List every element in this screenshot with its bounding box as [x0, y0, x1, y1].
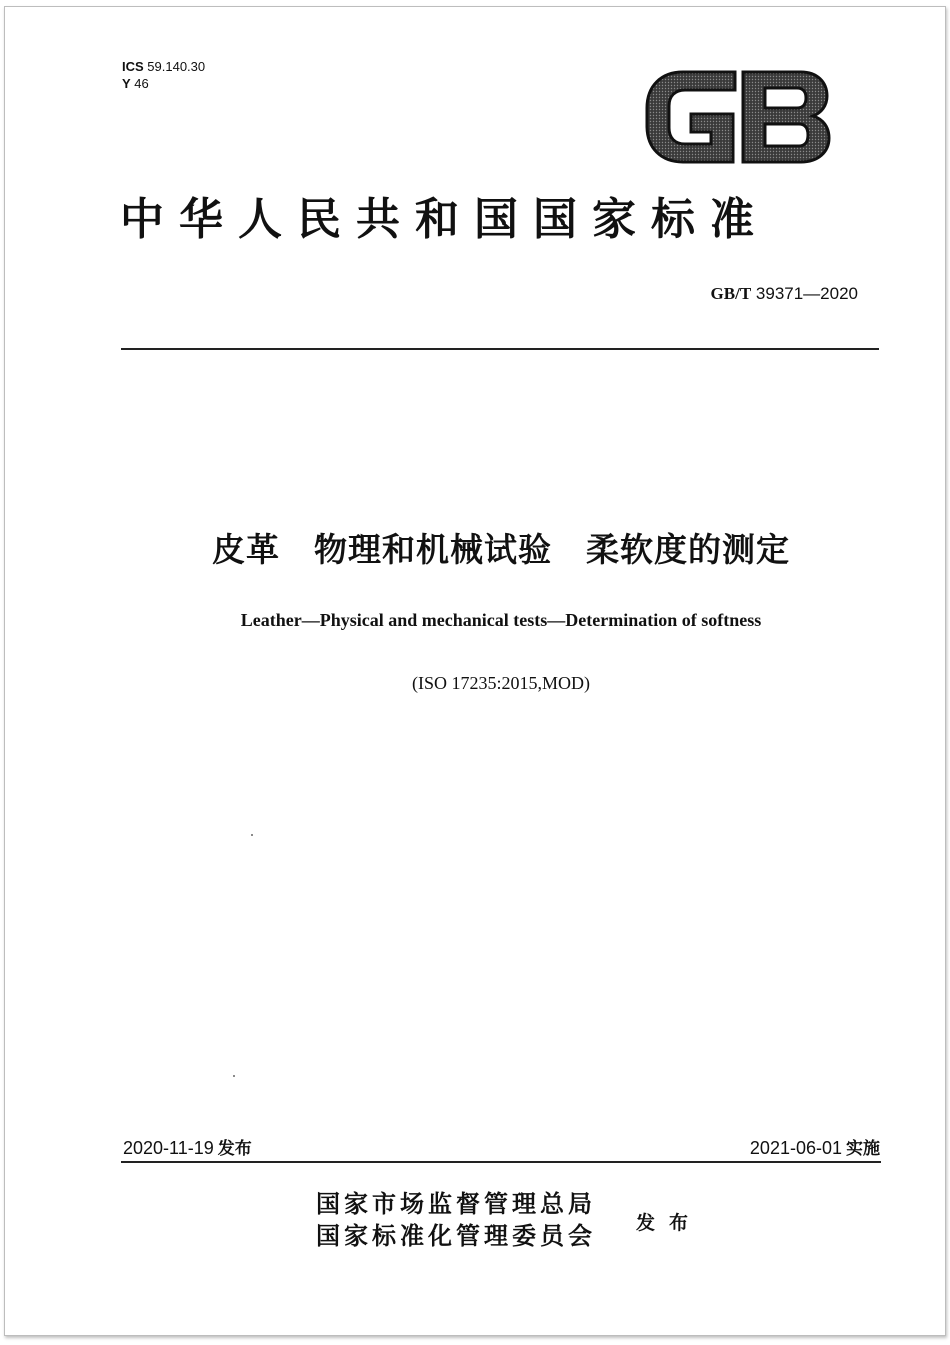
gb-logo — [643, 66, 833, 168]
standard-code: 39371—2020 — [755, 284, 858, 303]
implementation-date: 2021-06-01 — [749, 1138, 842, 1158]
standard-prefix: GB/T — [710, 284, 752, 303]
ics-line — [122, 58, 205, 75]
issuer-line-1: 国家市场监督管理总局 — [316, 1189, 596, 1218]
standard-number — [711, 284, 858, 304]
issue-label: 发布 — [217, 1139, 252, 1159]
national-standard-title: 中华人民共和国国家标准 — [120, 194, 769, 245]
scan-speck — [251, 834, 253, 836]
ccs-label: Y — [122, 76, 131, 91]
implementation-label: 实施 — [846, 1139, 880, 1159]
issue-date-block — [123, 1134, 252, 1159]
issuer-line-2: 国家标准化管理委员会 — [316, 1221, 596, 1250]
issuing-authorities — [316, 1188, 596, 1252]
footer-divider — [121, 1161, 881, 1163]
ccs-line — [122, 75, 205, 92]
gb-logo-b-shape — [743, 72, 829, 162]
iso-reference: (ISO 17235:2015,MOD) — [412, 673, 590, 693]
ics-label: ICS — [122, 59, 144, 74]
gb-logo-g-shape — [647, 72, 735, 162]
scan-speck — [233, 1075, 235, 1077]
ccs-code: 46 — [134, 76, 149, 91]
implementation-date-block — [750, 1134, 880, 1159]
publish-label: 发布 — [636, 1212, 703, 1234]
header-divider — [121, 348, 879, 350]
classification-codes — [122, 58, 205, 92]
ics-code: 59.140.30 — [147, 59, 206, 74]
chinese-title: 皮革 物理和机械试验 柔软度的测定 — [212, 530, 790, 569]
issue-date: 2020-11-19 — [123, 1138, 214, 1158]
english-title: Leather—Physical and mechanical tests—Determination of softness — [240, 610, 762, 630]
